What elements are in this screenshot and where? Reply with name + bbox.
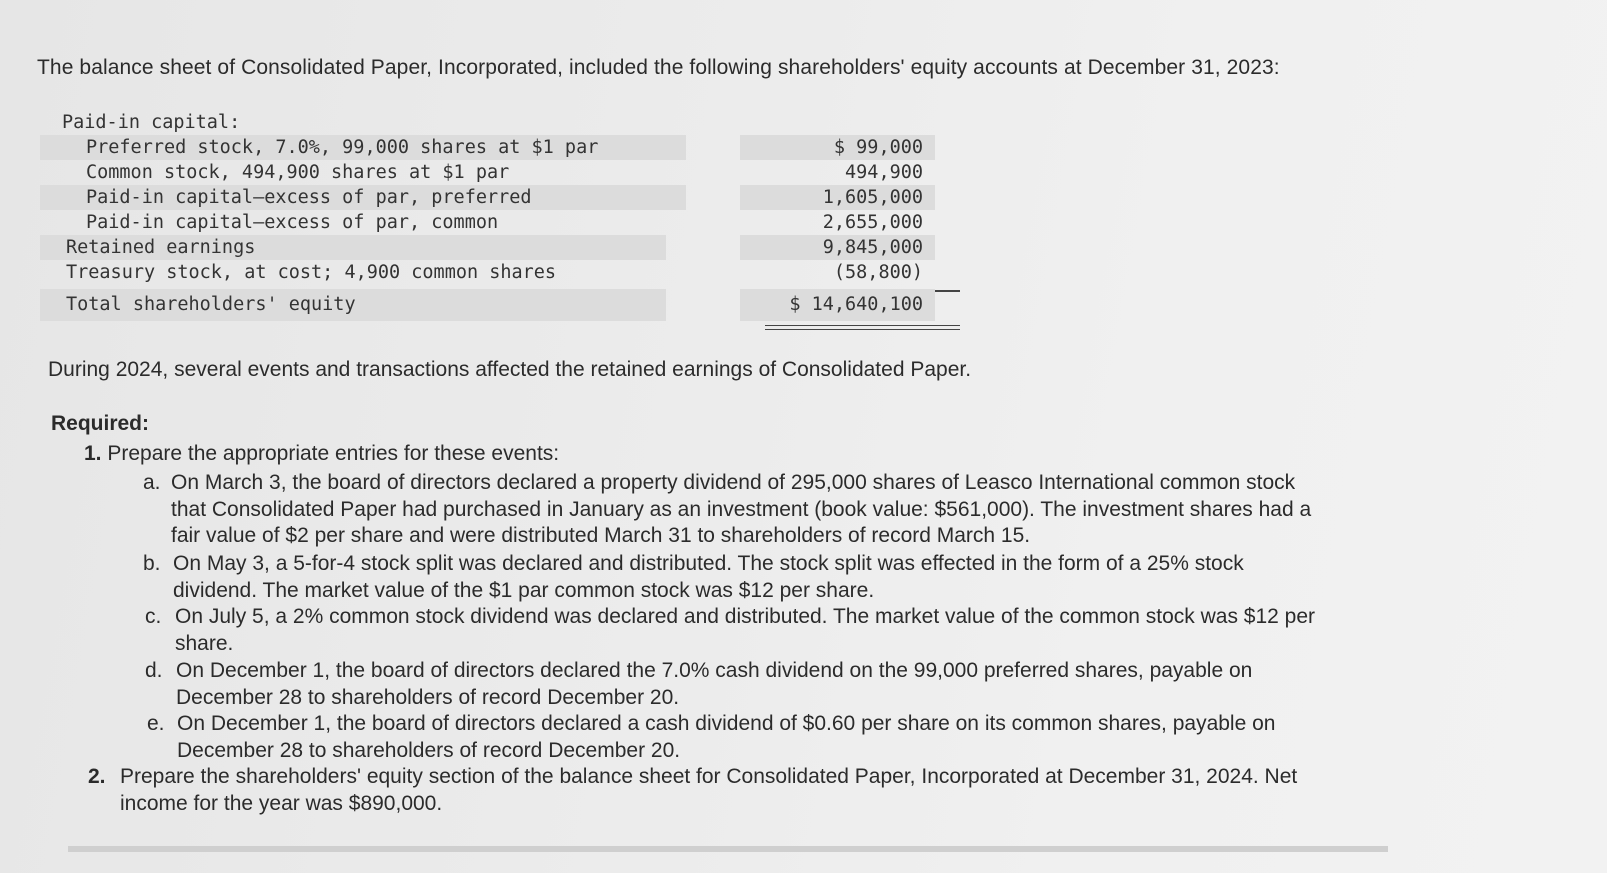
sub-item-c: [145, 604, 1445, 657]
table-row: [40, 235, 930, 260]
item-number: 2.: [88, 765, 106, 788]
row-amount: 1,605,000: [740, 185, 935, 210]
sub-line: On December 1, the board of directors declared the 7.0% cash dividend on the 99,000 preferred shares, payable on: [176, 659, 1253, 682]
item-line: Prepare the shareholders' equity section of the balance sheet for Consolidated Paper, Incorporated at December 31, 2024. Net: [120, 765, 1298, 788]
row-label: Preferred stock, 7.0%, 99,000 shares at $1 par: [40, 135, 686, 160]
sub-letter: c.: [145, 605, 162, 628]
table-row-header: [40, 110, 930, 135]
during-text: During 2024, several events and transactions affected the retained earnings of Consolidated Paper.: [48, 358, 972, 381]
row-amount: 494,900: [845, 162, 923, 183]
intro-text: The balance sheet of Consolidated Paper, Incorporated, included the following shareholders' equity accounts at December 31, 2023:: [37, 56, 1280, 79]
sub-item-e: [147, 711, 1447, 764]
item-text: Prepare the appropriate entries for these events:: [107, 442, 560, 465]
item-number: 1.: [84, 442, 102, 465]
bottom-divider: [68, 846, 1388, 852]
sub-letter: d.: [145, 659, 163, 682]
sub-line: dividend. The market value of the $1 par common stock was $12 per share.: [173, 578, 875, 602]
row-amount: 9,845,000: [740, 235, 935, 260]
sub-line: On May 3, a 5-for-4 stock split was declared and distributed. The stock split was effected in the form of a 25% stock: [173, 552, 1244, 575]
required-item-2: [88, 764, 1438, 817]
row-amount: (58,800): [833, 262, 923, 283]
equity-table: [40, 110, 930, 321]
sub-item-b: [143, 551, 1443, 604]
sub-letter: b.: [143, 552, 161, 575]
sub-item-a: [143, 470, 1443, 550]
required-heading: Required:: [51, 412, 150, 435]
total-double-rule: [765, 325, 960, 330]
total-amount: $ 14,640,100: [740, 289, 935, 321]
row-label: Treasury stock, at cost; 4,900 common shares: [66, 262, 557, 283]
sub-line: On March 3, the board of directors declared a property dividend of 295,000 shares of Leasco International common stock: [171, 471, 1296, 494]
row-amount: 2,655,000: [822, 212, 923, 233]
sub-line: On July 5, a 2% common stock dividend was declared and distributed. The market value of the common stock was $12 per: [175, 605, 1316, 628]
sub-line: December 28 to shareholders of record December 20.: [177, 738, 681, 762]
sub-line: share.: [175, 631, 234, 655]
sub-line: December 28 to shareholders of record December 20.: [176, 685, 680, 709]
sub-item-d: [145, 658, 1445, 711]
sub-letter: a.: [143, 471, 161, 494]
paid-in-capital-header: Paid-in capital:: [62, 112, 241, 133]
row-label: Retained earnings: [40, 235, 666, 260]
table-row: [40, 210, 930, 235]
table-row: [40, 260, 930, 285]
item-line: income for the year was $890,000.: [120, 791, 443, 815]
table-row: [40, 135, 930, 160]
sub-letter: e.: [147, 712, 165, 735]
row-label: Paid-in capital—excess of par, preferred: [40, 185, 686, 210]
total-label: Total shareholders' equity: [40, 289, 666, 321]
row-label: Paid-in capital—excess of par, common: [86, 212, 499, 233]
sub-line: that Consolidated Paper had purchased in January as an investment (book value: $561,000). The investment shares had a: [171, 497, 1312, 521]
required-item-1: [84, 441, 559, 468]
table-row: [40, 185, 930, 210]
table-row-total: [40, 289, 930, 321]
sub-line: fair value of $2 per share and were distributed March 31 to shareholders of record March 15.: [171, 524, 1031, 547]
row-label: Common stock, 494,900 shares at $1 par: [86, 162, 510, 183]
table-row: [40, 160, 930, 185]
row-amount: $ 99,000: [740, 135, 935, 160]
sub-line: On December 1, the board of directors declared a cash dividend of $0.60 per share on its common shares, payable on: [177, 712, 1276, 735]
